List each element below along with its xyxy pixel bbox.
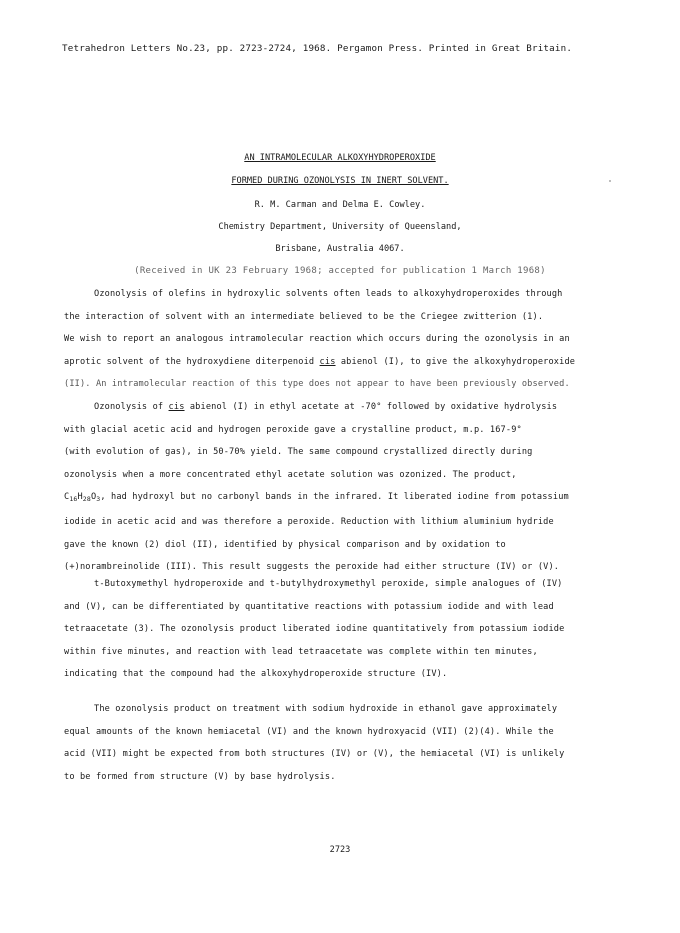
p1-line-4 (64, 351, 624, 374)
formula-c: C (64, 492, 70, 503)
paragraph-4 (64, 698, 624, 788)
p1-line-3: We wish to report an analogous intramolecular reaction which occurs during the ozonolysis in an (64, 334, 570, 345)
p2-line-2: with glacial acetic acid and hydrogen peroxide gave a crystalline product, m.p. 167-9° (64, 424, 522, 435)
page-number: 2723 (329, 845, 351, 855)
authors: R. M. Carman and Delma E. Cowley. (254, 200, 426, 210)
formula-h-subscript: 28 (82, 495, 91, 504)
p4-line-2: equal amounts of the known hemiacetal (VI) and the known hydroxyacid (VII) (2)(4). While the (64, 726, 554, 737)
formula-o: O (90, 492, 97, 503)
p2-line-1 (64, 396, 624, 419)
received-dates: (Received in UK 23 February 1968; accepted for publication 1 March 1968) (134, 266, 546, 276)
p2-line-4: ozonolysis when a more concentrated ethyl acetate solution was ozonized. The product, (64, 469, 517, 480)
journal-citation: Tetrahedron Letters No.23, pp. 2723-2724, 1968. Pergamon Press. Printed in Great Britain. (62, 43, 573, 54)
p3-line-5: indicating that the compound had the alkoxyhydroperoxide structure (IV). (64, 669, 448, 680)
p1-line-4c: abienol (I), to give the alkoxyhydroperoxide (335, 356, 576, 367)
p1-line-4a: aprotic solvent of the hydroxydiene diterpenoid (64, 356, 320, 367)
p3-line-4: within five minutes, and reaction with lead tetraacetate was complete within ten minutes, (64, 646, 538, 657)
p1-line-2: the interaction of solvent with an intermediate believed to be the Criegee zwitterion (1). (64, 311, 544, 322)
p4-line-4: to be formed from structure (V) by base hydrolysis. (64, 771, 336, 782)
formula-c-subscript: 16 (69, 495, 78, 504)
p2-line-5-rest: , had hydroxyl but no carbonyl bands in the infrared. It liberated iodine from potassium (100, 492, 569, 503)
paragraph-2 (64, 396, 624, 579)
paragraph-1 (64, 283, 624, 396)
p4-line-1: The ozonolysis product on treatment with sodium hydroxide in ethanol gave approximately (94, 704, 558, 714)
scan-speck (609, 180, 611, 182)
p3-line-3: tetraacetate (3). The ozonolysis product liberated iodine quantitatively from potassium iodide (64, 624, 565, 635)
formula-o-subscript: 3 (96, 495, 101, 504)
title-line-1: AN INTRAMOLECULAR ALKOXYHYDROPEROXIDE (244, 153, 436, 163)
p2-line-7: gave the known (2) diol (II), identified by physical comparison and by oxidation to (64, 539, 506, 550)
p2-line-1a: Ozonolysis of (94, 402, 169, 412)
formula-h: H (77, 492, 83, 503)
p4-line-3: acid (VII) might be expected from both structures (IV) or (V), the hemiacetal (VI) is unlikely (64, 749, 565, 760)
p2-line-1c: abienol (I) in ethyl acetate at -70° followed by oxidative hydrolysis (184, 402, 558, 412)
cis-term: cis (168, 402, 185, 412)
p1-line-5: (II). An intramolecular reaction of this type does not appear to have been previously observed. (64, 379, 570, 390)
cis-term: cis (319, 356, 336, 367)
p3-line-2: and (V), can be differentiated by quantitative reactions with potassium iodide and with lead (64, 601, 554, 612)
location: Brisbane, Australia 4067. (275, 244, 405, 254)
affiliation: Chemistry Department, University of Queensland, (218, 222, 462, 232)
title-line-2: FORMED DURING OZONOLYSIS IN INERT SOLVENT. (231, 176, 449, 186)
p2-line-3: (with evolution of gas), in 50-70% yield. The same compound crystallized directly during (64, 447, 533, 458)
p2-line-5 (64, 486, 624, 511)
paragraph-3 (64, 573, 624, 686)
p3-line-1: t-Butoxymethyl hydroperoxide and t-butylhydroxymethyl peroxide, simple analogues of (IV) (94, 579, 563, 589)
p2-line-6: iodide in acetic acid and was therefore a peroxide. Reduction with lithium aluminium hydride (64, 516, 554, 527)
p1-line-1: Ozonolysis of olefins in hydroxylic solvents often leads to alkoxyhydroperoxides through (94, 289, 563, 299)
p2-line-8: (+)norambreinolide (III). This result suggests the peroxide had either structure (IV) or (V). (64, 562, 560, 573)
